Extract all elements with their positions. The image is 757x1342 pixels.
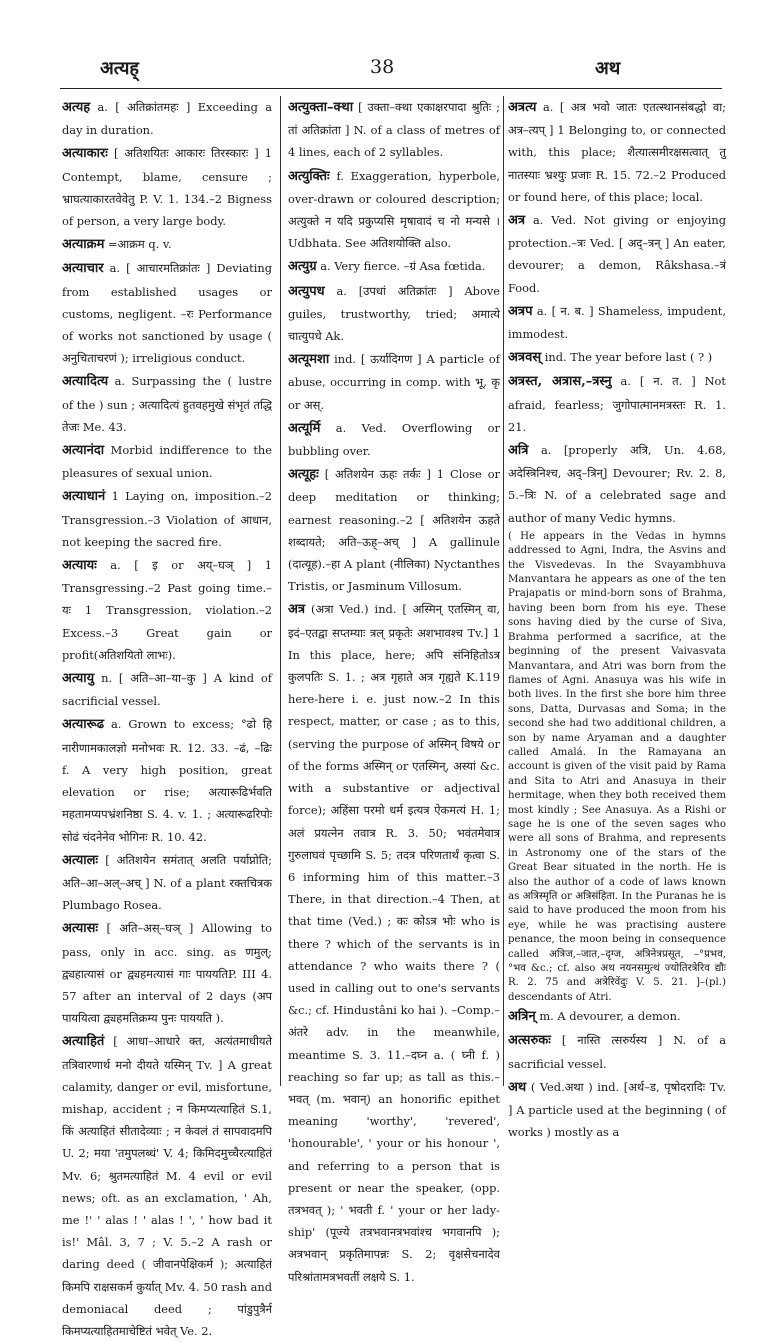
entry-headword: अत्यह	[62, 100, 91, 115]
entry-headword: अत्याकारः	[62, 146, 108, 162]
dictionary-entry	[62, 370, 272, 438]
right-guide-word: अथ	[595, 58, 621, 79]
dictionary-entry	[508, 370, 726, 438]
column-divider	[280, 96, 281, 1086]
entry-definition: n. [ अति–आ–या–कु ] A kind of sacrificial vessel.	[62, 671, 272, 709]
entry-headword: अत्सरुकः	[508, 1033, 551, 1049]
entry-headword: अत्रिन्	[508, 1009, 536, 1025]
dictionary-entry	[508, 209, 726, 299]
entry-definition: a. [ न. ब. ] Shameless, impudent, immodest.	[508, 303, 727, 342]
dictionary-entry	[508, 346, 726, 369]
dictionary-entry	[288, 96, 500, 164]
entry-definition: [ अतिशयितः आकारः तिरस्कारः ] 1 Contempt, blame, censure ; भ्राघत्याकारतवेवेतु P. V. 1. 134.–2 Bigness of person, a very large body.	[62, 146, 272, 229]
dictionary-entry	[62, 554, 272, 666]
entry-headword: अत्याक्रम	[62, 237, 105, 253]
entry-headword: अत्रवस्	[508, 350, 542, 366]
entry-definition: m. A devourer, a demon.	[539, 1009, 681, 1024]
entry-note: ( He appears in the Vedas in hymns addressed to Agni, Indra, the Asvins and the Visvedevas. In the Svayambhuva Manvantara he appears as one of the ten Prajapatis or mind-born sons of Brahma, having been born from his eye. These sons having died by the curse of Siva, Brahma performed a sacrifice, at the beginning of the present Vaivasvata Manvantara, and Atri was born from the flames of Agni. Anasuya was his wife in both lives. In the first she bore him three sons, Datta, Durvasas and Soma; in the second she had two additional children, a son by name Aryaman and a daughter called Amalá. In the Ramayana an account is given of the visit paid by Rama and Sita to Atri and Anasuya in their hermitage, when they both received them most kindly ; See Anasuya. As a Rishi or sage he is one of the seven sages who were all sons of Brahma, and represents in Astronomy one of the stars of the Great Bear situated in the north. He is also the author of a code of laws known as अत्रिस्मृति or अत्रिसंहिता. In the Puranas he is said to have produced the moon from his eye, while he was practising austere penance, the moon being in consequence called अत्रिज,–जात,–दृग्ज, अत्रिनेत्रप्रसूत, –°प्रभव, °भव &c.; cf. also अथ नयनसमुत्थं ज्योतिरत्रेरिव द्यौः R. 2. 75 and अत्रेरिवेंदुः V. 5. 21. ]–(pl.) descendants of Atri.	[508, 530, 726, 1003]
dictionary-entry	[62, 142, 272, 232]
entry-definition: (अत्रा Ved.) ind. [ अस्मिन् एतस्मिन् वा, इदं–एतद्वा सप्तम्याः त्रल् प्रकृतेः अशभावश्च Tv.] 1 In this place, here; अपि संनिहितोऽत्र कुलपतिः S. 1. ; अत्र गृहाते अत्र गृह्यते K.119 here-here i. e. just now.–2 In this respect, matter, or case ; as to this, (serving the purpose of अस्मिन् विषये or of the forms अस्मिन् or एतस्मिन्, अस्यां &c. with a substantive or adjectival force); अहिंसा परमो धर्म इत्यत्र ऐकमत्यं H. 1; अलं प्रयत्नेन तवात्र R. 3. 50; भवंतमेवात्र गुरुलाघवं पृच्छामि S. 5; तदत्र परिणतार्थं कृत्वा S. 6 informing him of this matter.–3 There, in that direction.–4 Then, at that time (Ved.) ; कः कोऽत्र भोः who is there ? which of the servants is in attendance ? who waits there ? ( used in calling out to one's servants &c.; cf. Hindustâni ko hai ). –Comp.–अंतरे adv. in the meanwhile, meantime S. 3. 11.–दघ्न a. ( घ्नी f. ) reaching so far up; as tall as this.–भवत् (m. भवान्) an honorific epithet meaning 'worthy', 'revered', 'honourable', ' your or his honour ', and referring to a person that is present or near the speaker, (opp. तत्रभवत् ); ' भवती f. ' your or her lady-ship' (पूज्ये तत्रभवानत्रभवांश्च भगवानपि ); अत्रभवान् प्रकृतिमापन्नः S. 2; वृक्षसेचनादेव परिश्रांतामत्रभवतीं लक्षये S. 1.	[288, 602, 501, 1284]
entry-definition: f. Exaggeration, hyperbole, over-drawn or coloured description; अत्युक्ते न यदि प्रकुप्यसि मृषावादं च नो मन्यसे । Udbhata. See अतिशयोक्ति also.	[288, 168, 501, 251]
dictionary-entry	[62, 667, 272, 712]
entry-headword: अत्यूहः	[288, 467, 319, 483]
entry-definition: a. Very fierce. –ग्रं Asa fœtida.	[320, 259, 486, 274]
entry-definition: a. [ इ or अय्–घञ् ] 1 Transgressing.–2 Past going time.–यः 1 Transgression, violation.–2 Excess.–3 Great gain or profit(अतिशयितो लाभः).	[62, 558, 272, 662]
entry-headword: अत्याहितं	[62, 1034, 105, 1050]
entry-headword: अत्रप	[508, 303, 533, 319]
entry-headword: अत्रस्त, अत्रास,–त्रस्नु	[508, 374, 612, 390]
entry-headword: अत्यादित्य	[62, 374, 109, 390]
dictionary-entry	[508, 300, 726, 345]
entry-definition: ( Ved.अथा ) ind. [अर्थ–ड, पृषोदरादिः Tv. ] A particle used at the beginning ( of works ) mostly as a	[508, 1079, 726, 1140]
dictionary-entry	[62, 96, 272, 141]
running-header	[70, 56, 730, 82]
entry-headword: अत्रत्य	[508, 100, 537, 115]
entry-headword: अत्यायु	[62, 671, 95, 687]
dictionary-entry	[62, 713, 272, 847]
entry-headword: अत्युक्तिः	[288, 168, 330, 184]
entry-headword: अत्यासः	[62, 921, 99, 937]
dictionary-entry	[62, 485, 272, 553]
entry-definition: [ नास्ति त्सरुर्यस्य ] N. of a sacrificial vessel.	[508, 1033, 726, 1071]
entry-definition: [ आधा–आधारे क्त, अत्यंतमाधीयते तत्रिवारणार्थ मनो दीयते यस्मिन् Tv. ] A great calamity, danger or evil, misfortune, mishap, accident ; न किमप्यत्याहितं S.1, किं अत्याहितं सीतादेव्याः ; न केवलं तं सापवादमपि U. 2; मया 'तमुपलब्धं' V. 4; किमिदमुच्चैरत्याहितं Mv. 6; श्रुतमत्याहितं M. 4 evil or evil news; oft. as an exclamation, ' Ah, me !' ' alas ! ' alas ! ', ' how bad it is!' Mâl. 3, 7 ; V. 5.–2 A rash or daring deed ( जीवानपेक्षिकर्म ); अत्याहितं किमपि राक्षसकर्म कुर्यात् Mv. 4. 50 rash and demoniacal deed ; पांडुपुत्रैर्न किमप्यत्याहितमाचेष्टितं भवेत् Ve. 2.	[62, 1034, 272, 1338]
entry-definition: a. Ved. Overflowing or bubbling over.	[288, 420, 500, 459]
dictionary-entry	[62, 233, 272, 256]
entry-definition: a. Surpassing the ( lustre of the ) sun ; अत्यादित्यं हुतवहमुखे संभृतं तद्धि तेजः Me. 43.	[62, 374, 272, 434]
entry-headword: अत्युपध	[288, 283, 325, 299]
dictionary-entry	[508, 96, 726, 208]
dictionary-entry	[62, 849, 272, 917]
dictionary-entry	[62, 1030, 272, 1342]
dictionary-entry	[508, 1029, 726, 1074]
entry-headword: अत्यानंदा	[62, 443, 105, 459]
entry-definition: 1 Laying on, imposition.–2 Transgression.–3 Violation of आधान, not keeping the sacred fire.	[62, 489, 272, 549]
dictionary-entry	[508, 1005, 726, 1028]
entry-headword: अत्र	[508, 213, 526, 229]
dictionary-entry	[288, 165, 500, 255]
dictionary-entry	[288, 255, 500, 278]
page-number: 38	[370, 56, 395, 78]
entry-definition: Morbid indifference to the pleasures of sexual union.	[62, 443, 272, 481]
dictionary-entry	[288, 417, 500, 462]
entry-definition: [ उक्ता–क्था एकाक्षरपादा श्रुतिः ; तां अतिक्रांता ] N. of a class of metres of 4 lines, each of 2 syllables.	[288, 100, 501, 160]
entry-definition: [ अति–अस्–घञ् ] Allowing to pass, only in acc. sing. as णमुल्; द्व्यहात्यासं or द्व्यहमत्यासं गाः पाययतिP. III 4. 57 after an interval of 2 days (अप पाययित्वा द्व्यहमतिक्रम्य पुनः पाययति ).	[62, 921, 272, 1026]
entry-definition: a. Grown to excess; °ढो हि नारीणामकालज्ञो मनोभवः R. 12. 33. –ढं, –ढिः f. A very high position, great elevation or rise; अत्यारूढिर्भवति महतामप्यपभ्रंशनिष्ठा S. 4. v. 1. ; अत्यारूढरिपोः सोढं चंदनेनेव भोगिनः R. 10. 42.	[62, 717, 273, 844]
entry-definition: a. [उपधां अतिक्रांतः ] Above guiles, trustworthy, tried; अमात्ये चात्युपधे Ak.	[288, 283, 500, 344]
column-middle	[288, 96, 501, 1284]
entry-headword: अत्यारूढ	[62, 717, 105, 733]
entry-definition: ind. The year before last ( ? )	[544, 350, 713, 365]
entry-definition: =आक्रम q. v.	[108, 237, 172, 252]
entry-headword: अत्यूर्मि	[288, 420, 321, 436]
dictionary-entry	[288, 280, 500, 348]
entry-headword: अत्युक्ता–क्था	[288, 100, 354, 115]
entry-definition: [ अतिशयेन ऊहः तर्कः ] 1 Close or deep meditation or thinking; earnest reasoning.–2 [ अतिशयेन ऊहते शब्दायते; अति–ऊह्–अच् ] A gallinule (दात्यूह).–हा A plant (नीलिका) Nyctanthes Tristis, or Jasminum Villosum.	[288, 467, 500, 594]
entry-definition: a. [properly अत्रि, Un. 4.68, अदेस्त्रिनिश्च, अद्–त्रिन्] Devourer; Rv. 2. 8, 5.–त्रिः N. of a celebrated sage and author of many Vedic hymns.	[508, 443, 726, 525]
entry-headword: अत्यायः	[62, 558, 97, 574]
entry-headword: अत्याधानं	[62, 489, 106, 505]
dictionary-entry	[288, 348, 500, 416]
entry-definition: a. [ न. त. ] Not afraid, fearless; जुगोपात्मानमत्रस्तः R. 1. 21.	[508, 374, 726, 434]
dictionary-entry	[62, 439, 272, 484]
entry-headword: अथ	[508, 1079, 527, 1095]
entry-definition: [ अतिशयेन समंतात् अलति पर्याप्नोति; अति–आ–अल्–अच् ] N. of a plant रक्तचित्रक Plumbago Rosea.	[62, 852, 272, 913]
entry-headword: अत्युग्र	[288, 259, 317, 275]
dictionary-entry	[62, 917, 272, 1029]
entry-headword: अत्याचार	[62, 261, 104, 277]
dictionary-entry	[508, 1076, 726, 1144]
entry-definition: a. [ अत्र भवो जातः एतत्स्थानसंबद्धो वा; अत्र–त्यप् ] 1 Belonging to, or connected with, this place; शैत्यात्समीरक्षसत्वात् तु नातस्याः भ्रश्युः प्रजाः R. 15. 72.–2 Produced or found here, of this place; local.	[508, 100, 727, 204]
entry-headword: अत्यूमशा	[288, 352, 330, 368]
dictionary-entry	[508, 439, 726, 529]
dictionary-entry	[288, 463, 500, 597]
entry-headword: अत्र	[288, 602, 306, 618]
column-divider	[503, 96, 504, 1086]
entry-headword: अत्रि	[508, 443, 529, 459]
entry-definition: a. [ अतिक्रांतमहः ] Exceeding a day in duration.	[62, 100, 273, 138]
column-right	[508, 96, 727, 1140]
dictionary-entry	[288, 598, 500, 1287]
entry-headword: अत्यालः	[62, 852, 99, 868]
dictionary-entry	[62, 257, 272, 369]
entry-definition: ind. [ ऊर्यादिगण ] A particle of abuse, occurring in comp. with भू, कृ or अस्.	[288, 352, 501, 412]
header-rule	[60, 88, 722, 89]
column-left	[62, 96, 273, 1338]
entry-definition: a. [ आचारमतिक्रांतः ] Deviating from established usages or customs, negligent. –रः Performance of works not sanctioned by usage ( अनुचिताचरणं ); irreligious conduct.	[62, 261, 272, 366]
entry-definition: a. Ved. Not giving or enjoying protection.–त्रः Ved. [ अद्–त्रन् ] An eater, devourer; a demon, Râkshasa.–त्रं Food.	[508, 213, 726, 295]
left-guide-word: अत्यह्	[100, 58, 139, 79]
